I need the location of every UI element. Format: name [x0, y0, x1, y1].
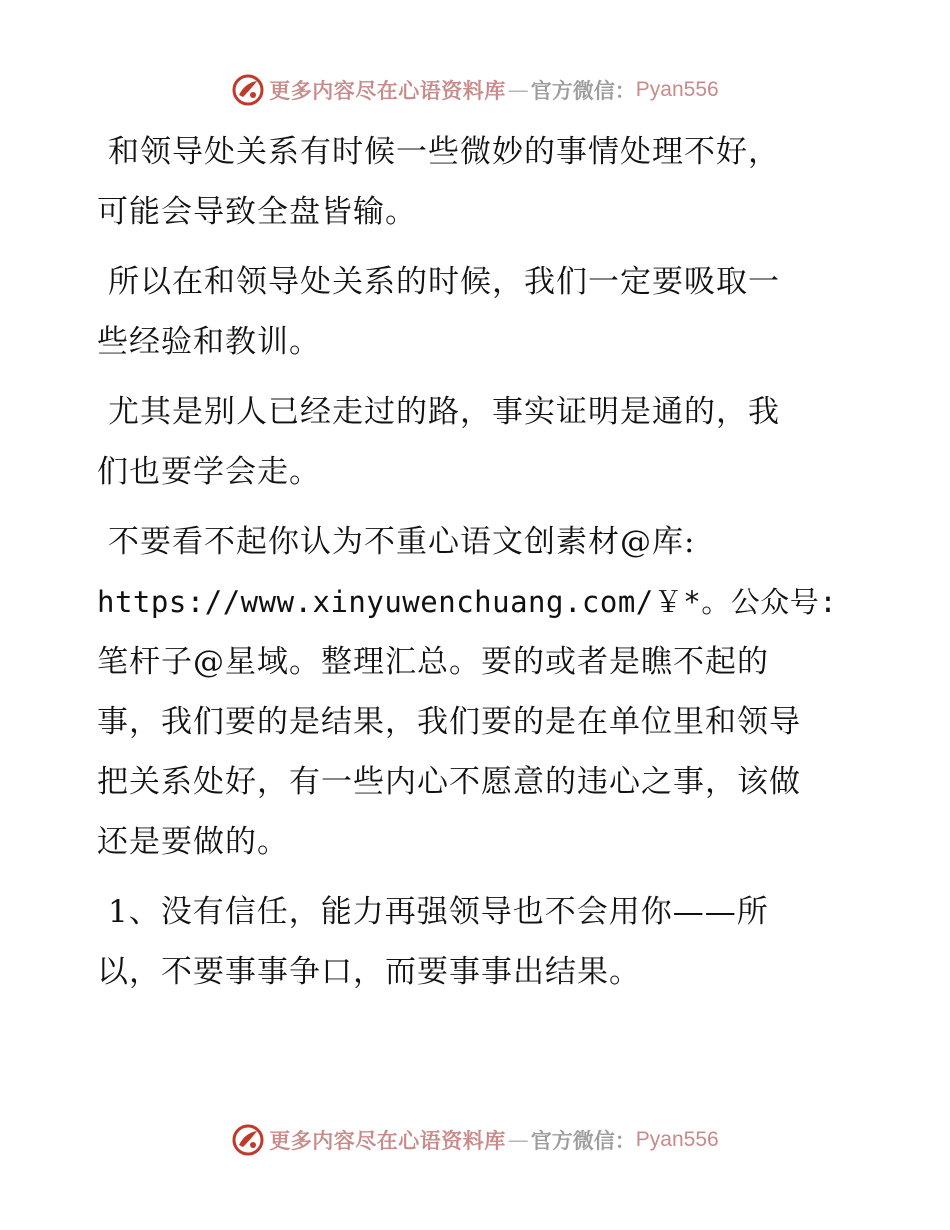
footer-banner: [0, 1120, 950, 1160]
paragraph-2: [97, 252, 857, 372]
paragraph-4: [97, 512, 857, 872]
paragraph-line: 不要看不起你认为不重心语文创素材@库:: [108, 524, 696, 560]
header-dash: —: [507, 78, 529, 102]
paragraph-line: 尤其是别人已经走过的路，事实证明是通的，我: [108, 394, 780, 430]
header-official-label: 官方微信：: [530, 78, 636, 103]
paragraph-line: 们也要学会走。: [97, 454, 321, 490]
footer-wechat-handle: Pyan556: [635, 1128, 719, 1151]
header-wechat-handle: Pyan556: [635, 78, 719, 101]
paragraph-1: [97, 122, 857, 242]
paragraph-5: [97, 882, 857, 1002]
paragraph-line: 些经验和教训。: [97, 324, 321, 360]
paragraph-line: 所以在和领导处关系的时候，我们一定要吸取一: [108, 264, 780, 300]
document-body: [97, 122, 857, 1012]
paragraph-line: 还是要做的。: [97, 824, 289, 860]
paragraph-line: 事，我们要的是结果，我们要的是在单位里和领导: [97, 704, 801, 740]
paragraph-line: 1、没有信任，能力再强领导也不会用你——所: [108, 894, 769, 930]
footer-official-label: 官方微信：: [530, 1128, 636, 1153]
paragraph-line: 把关系处好，有一些内心不愿意的违心之事，该做: [97, 764, 801, 800]
paragraph-line: 以，不要事事争口，而要事事出结果。: [97, 954, 641, 990]
header-banner: [0, 70, 950, 110]
footer-brand-text: 更多内容尽在心语资料库: [269, 1128, 506, 1153]
paragraph-line: 笔杆子@星域。整理汇总。要的或者是瞧不起的: [97, 644, 769, 680]
footer-dash: —: [507, 1128, 529, 1152]
paragraph-line: 和领导处关系有时候一些微妙的事情处理不好，: [108, 134, 780, 170]
brand-logo-icon: [231, 1123, 265, 1157]
paragraph-3: [97, 382, 857, 502]
paragraph-line-url: https://www.xinyuwenchuang.com/￥*。公众号:: [97, 585, 838, 619]
paragraph-line: 可能会导致全盘皆输。: [97, 194, 417, 230]
brand-logo-icon: [231, 73, 265, 107]
header-brand-text: 更多内容尽在心语资料库: [269, 78, 506, 103]
